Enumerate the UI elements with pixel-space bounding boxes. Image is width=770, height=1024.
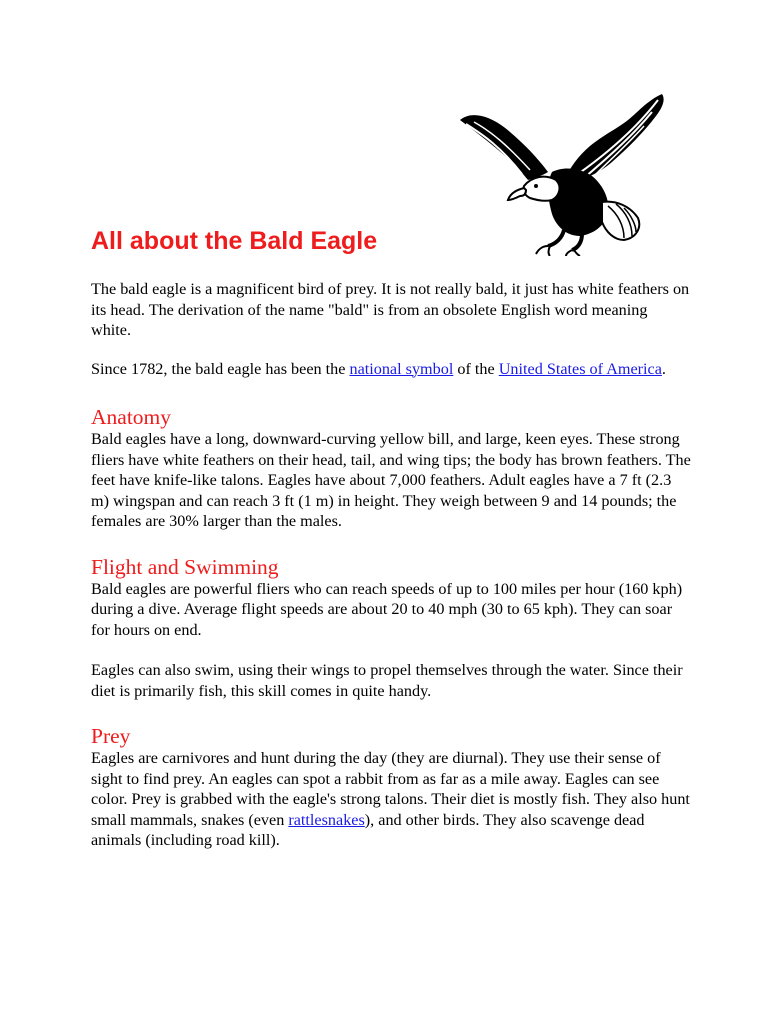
section-prey [91,724,691,851]
section-heading-prey: Prey [91,724,131,748]
section-heading-flight: Flight and Swimming [91,554,279,579]
swimming-paragraph: Eagles can also swim, using their wings to propel themselves through the water. Since their diet is primarily fish, this skill comes in quite handy. [91,661,683,700]
page-title: All about the Bald Eagle [91,227,378,255]
rattlesnakes-link[interactable]: rattlesnakes [288,810,365,829]
paragraph-text: ), and other birds. They also scavenge dead animals (including road kill). [91,810,645,849]
section-heading-anatomy: Anatomy [91,405,172,429]
paragraph-text: of the [453,359,499,378]
bald-eagle-illustration [452,90,674,256]
national-symbol-link[interactable]: national symbol [349,359,454,378]
section-anatomy [91,405,691,532]
article-body [91,279,691,851]
anatomy-paragraph: Bald eagles have a long, downward-curving yellow bill, and large, keen eyes. These strong fliers have white feathers on their head, tail, and wing tips; the body has brown feathers. The feet have knife-like talons. Eagles have about 7,000 feathers. Adult eagles have a 7 ft (2.3 m) wingspan and can reach 3 ft (1 m) in height. They weigh between 9 and 14 pounds; the females are 30% larger than the males. [91,430,691,530]
paragraph-text: . [661,359,666,378]
paragraph-text: Eagles are carnivores and hunt during the day (they are diurnal). They use their sense of sight to find prey. An eagles can spot a rabbit from as far as a mile away. Eagles can see color. Prey is grabbed with the eagle's strong talons. Their diet is mostly fish. They also hunt small mammals, snakes (even [91,749,690,829]
paragraph-text: Since 1782, the bald eagle has been the [91,359,350,378]
national-symbol-paragraph [91,359,691,380]
united-states-link[interactable]: United States of America [498,359,662,378]
prey-paragraph [91,748,691,851]
flight-paragraph: Bald eagles are powerful fliers who can reach speeds of up to 100 miles per hour (160 kph) during a dive. Average flight speeds are about 20 to 40 mph (30 to 65 kph). They can soar for hours on end. [91,579,683,639]
section-flight-and-swimming [91,555,691,702]
intro-paragraph: The bald eagle is a magnificent bird of prey. It is not really bald, it just has white feathers on its head. The derivation of the name "bald" is from an obsolete English word meaning white. [91,280,690,339]
